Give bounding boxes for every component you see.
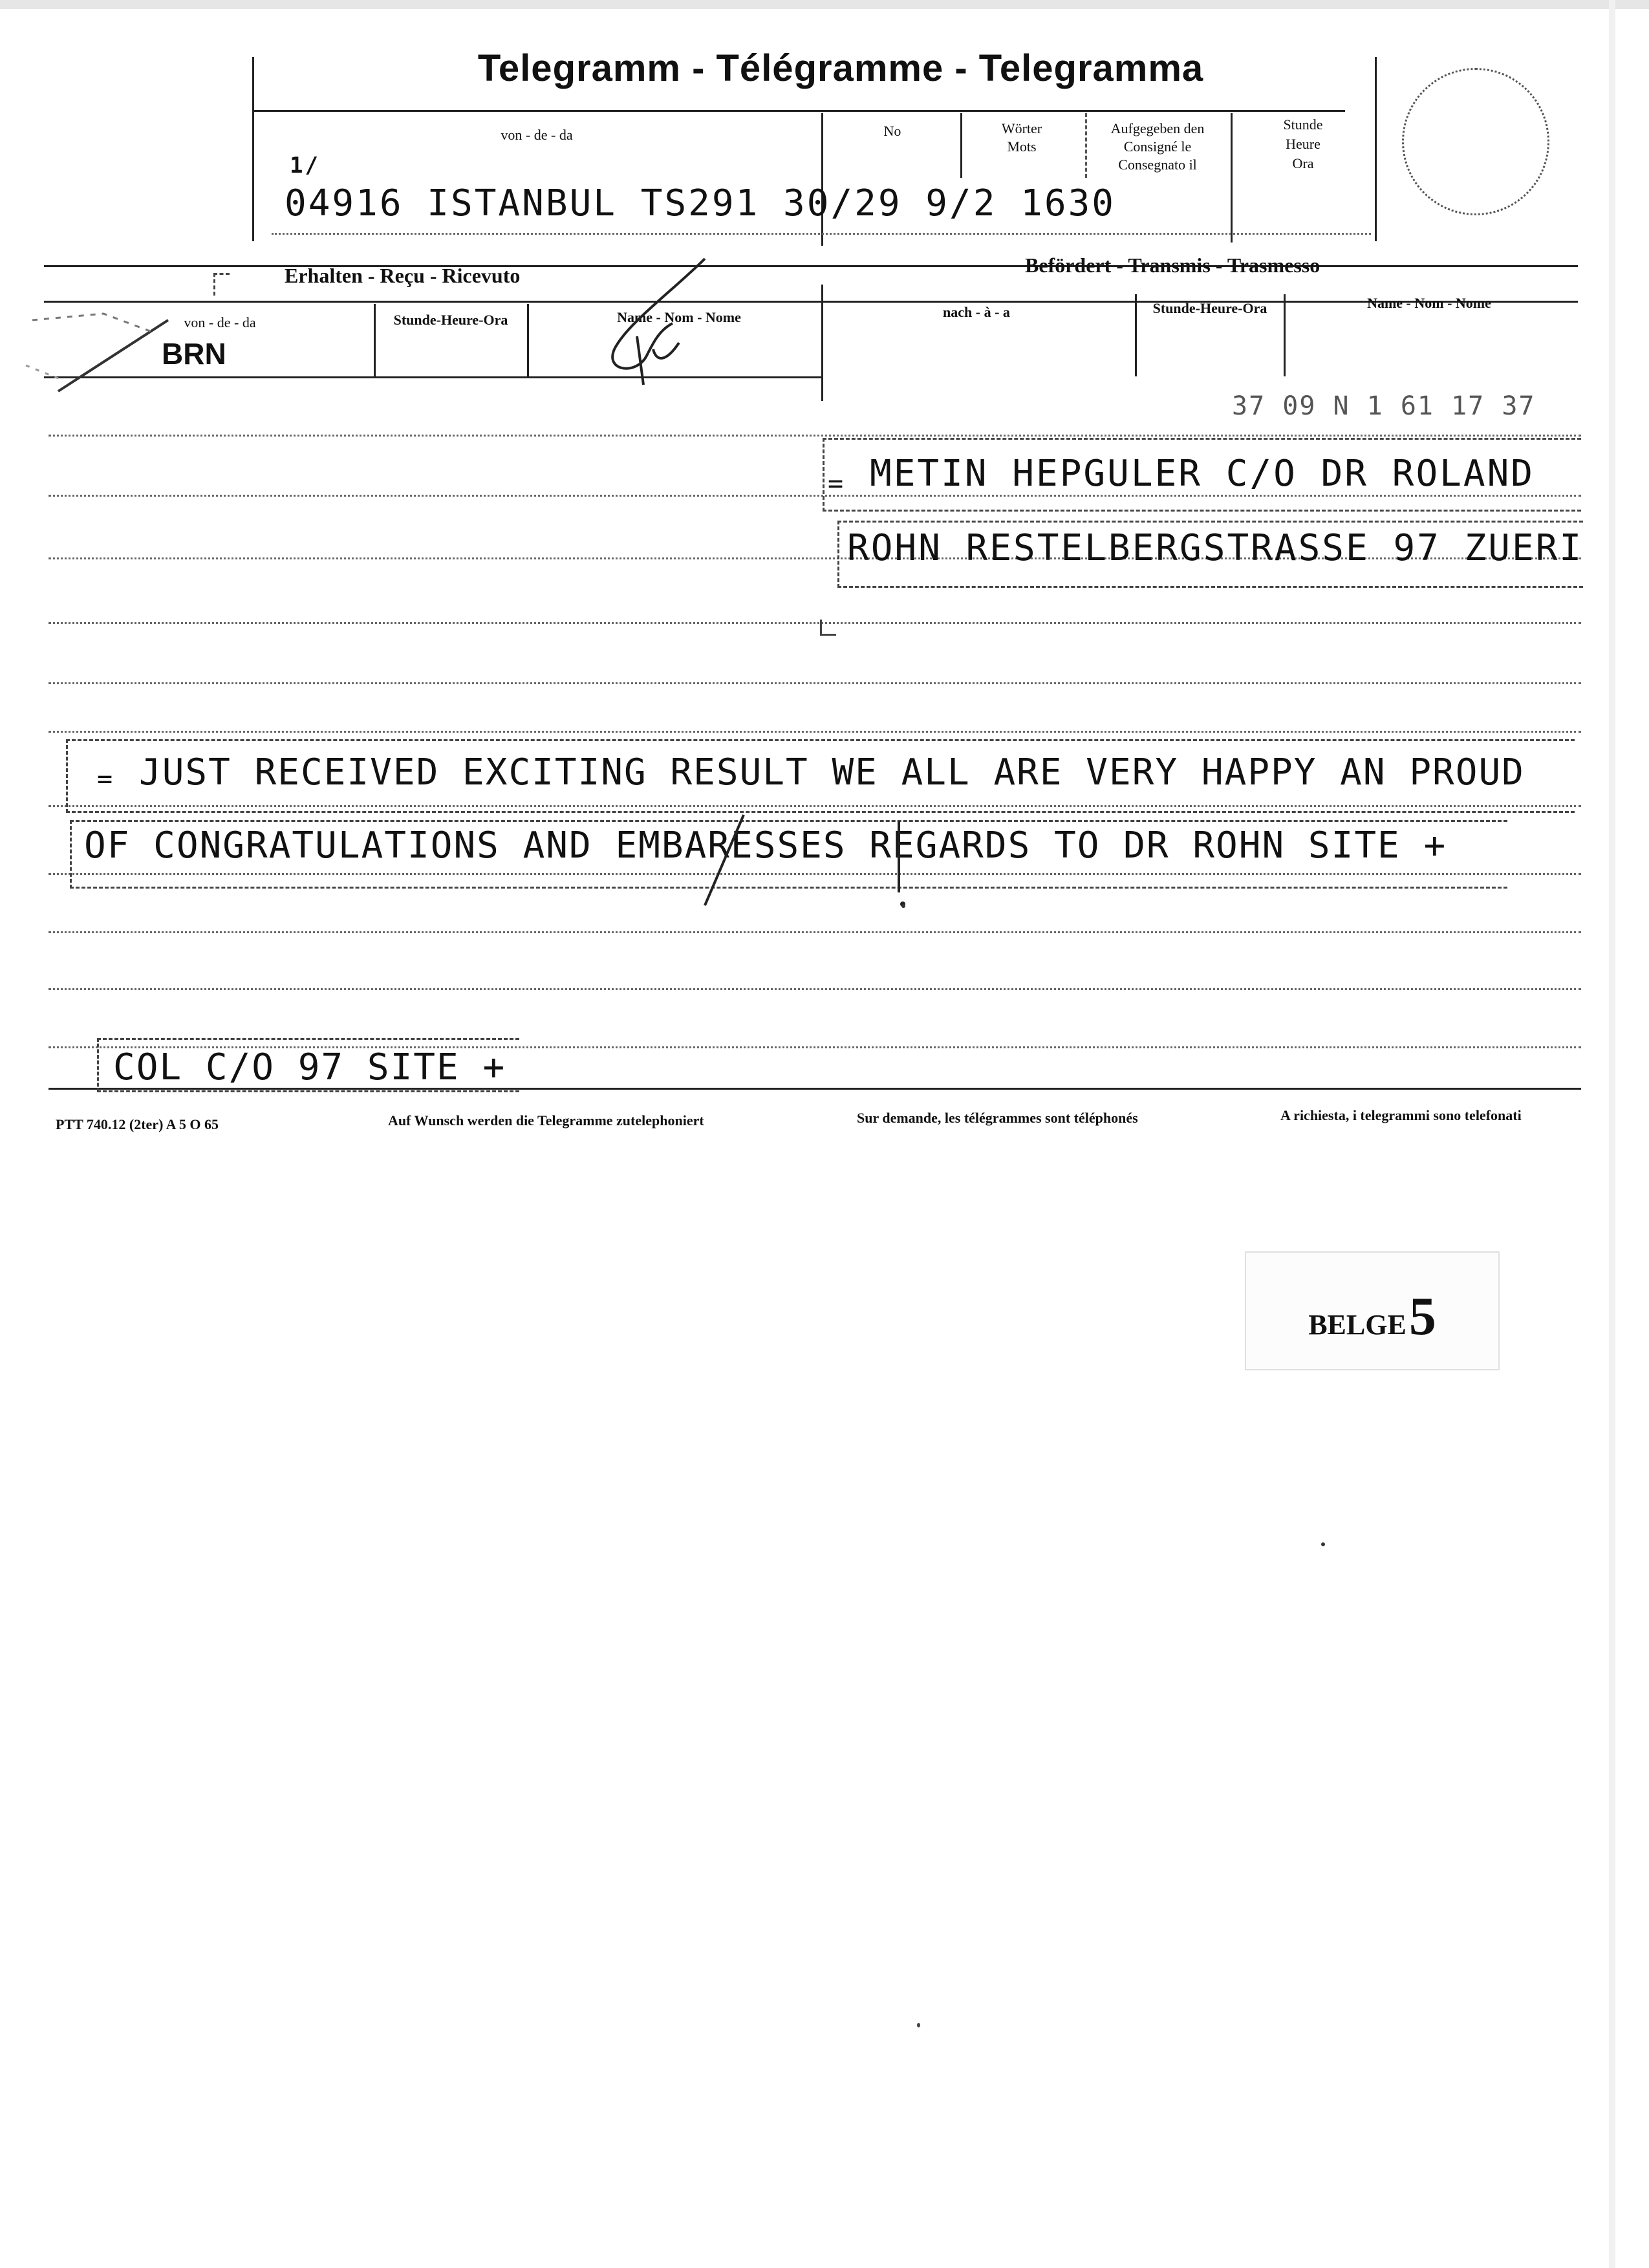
address-corner-mark bbox=[820, 620, 836, 636]
address-strip-1-marker: = bbox=[828, 469, 844, 499]
received-station: BRN bbox=[162, 337, 226, 371]
scan-mark-left bbox=[19, 294, 181, 398]
sub-divider-5 bbox=[1284, 294, 1286, 376]
rule-6 bbox=[48, 731, 1581, 733]
stamp-circle bbox=[1402, 68, 1549, 215]
transmitted-label: Befördert - Transmis - Trasmesso bbox=[1025, 254, 1320, 277]
scan-edge bbox=[0, 0, 1649, 9]
received-top-rule bbox=[44, 265, 1578, 267]
rule-9 bbox=[48, 931, 1581, 933]
document-label-number: 5 bbox=[1408, 1286, 1436, 1346]
sub-divider-2 bbox=[527, 304, 529, 376]
message-strip-1-marker: = bbox=[97, 764, 113, 794]
message-line-2: OF CONGRATULATIONS AND EMBARESSES REGARDS TO DR ROHN SITE + bbox=[84, 825, 1447, 867]
label-words-1: Wörter bbox=[1001, 120, 1042, 136]
address-line-1: METIN HEPGULER C/O DR ROLAND bbox=[870, 453, 1535, 495]
received-bracket-icon bbox=[213, 273, 230, 296]
col-divider-1 bbox=[821, 113, 823, 246]
label-name-received: Name - Nom - Nome bbox=[617, 309, 741, 325]
footer-fr: Sur demande, les télégrammes sont téléphonés bbox=[857, 1110, 1138, 1126]
message-correction-marks bbox=[692, 808, 912, 918]
scan-speck-2 bbox=[917, 2023, 920, 2027]
col-divider-3 bbox=[1085, 113, 1087, 178]
operator-signature bbox=[576, 252, 718, 388]
label-handed-1: Aufgegeben den bbox=[1110, 120, 1205, 136]
label-hour-transmitted: Stunde-Heure-Ora bbox=[1152, 300, 1267, 316]
sub-divider-4 bbox=[1135, 294, 1137, 376]
origin-line: 04916 ISTANBUL TS291 30/29 9/2 1630 bbox=[285, 182, 1116, 224]
label-to: nach - à - a bbox=[943, 304, 1010, 320]
scan-speck-3 bbox=[901, 904, 905, 908]
footer-de: Auf Wunsch werden die Telegramme zutelephoniert bbox=[388, 1112, 704, 1129]
footer-code: PTT 740.12 (2ter) A 5 O 65 bbox=[56, 1116, 219, 1132]
label-hour-3: Ora bbox=[1292, 155, 1314, 171]
collation-line: COL C/O 97 SITE + bbox=[113, 1046, 506, 1088]
rule-4 bbox=[48, 622, 1581, 624]
rule-1 bbox=[48, 435, 1581, 437]
label-from: von - de - da bbox=[501, 127, 573, 143]
document-label-text: BELGE bbox=[1308, 1309, 1406, 1341]
address-line-2: ROHN RESTELBERGSTRASSE 97 ZUERI bbox=[847, 527, 1584, 569]
origin-dotted-rule bbox=[272, 233, 1371, 235]
label-handed-2: Consigné le bbox=[1123, 138, 1192, 155]
col-divider-2 bbox=[960, 113, 962, 178]
sub-divider-1 bbox=[374, 304, 376, 376]
sub-divider-3 bbox=[821, 285, 823, 401]
label-handed-3: Consegnato il bbox=[1118, 157, 1197, 173]
header-left-border bbox=[252, 57, 254, 241]
scan-edge-right bbox=[1609, 0, 1615, 2268]
label-number: No bbox=[883, 123, 901, 139]
label-hour-1: Stunde bbox=[1283, 116, 1323, 133]
header-rule bbox=[252, 110, 1345, 112]
received-label: Erhalten - Reçu - Ricevuto bbox=[285, 264, 521, 287]
col-divider-4 bbox=[1231, 113, 1233, 243]
label-name-transmitted: Name - Nom - Nome bbox=[1367, 295, 1491, 311]
rule-10 bbox=[48, 988, 1581, 990]
label-hour-received: Stunde-Heure-Ora bbox=[393, 312, 508, 328]
message-line-1: JUST RECEIVED EXCITING RESULT WE ALL ARE VERY HAPPY AN PROUD bbox=[139, 751, 1525, 794]
corner-mark: 1/ bbox=[290, 153, 320, 178]
rule-5 bbox=[48, 682, 1581, 684]
header-right-border bbox=[1375, 57, 1377, 241]
scan-speck-1 bbox=[1321, 1542, 1325, 1546]
footer-it: A richiesta, i telegrammi sono telefonati bbox=[1280, 1107, 1522, 1123]
document-label-box bbox=[1245, 1251, 1500, 1370]
form-title: Telegramm - Télégramme - Telegramma bbox=[477, 47, 1204, 89]
label-words-2: Mots bbox=[1007, 138, 1037, 155]
date-stamp-line: 37 09 N 1 61 17 37 bbox=[1232, 391, 1536, 421]
label-hour-2: Heure bbox=[1286, 136, 1320, 152]
label-from-short: von - de - da bbox=[184, 314, 256, 330]
